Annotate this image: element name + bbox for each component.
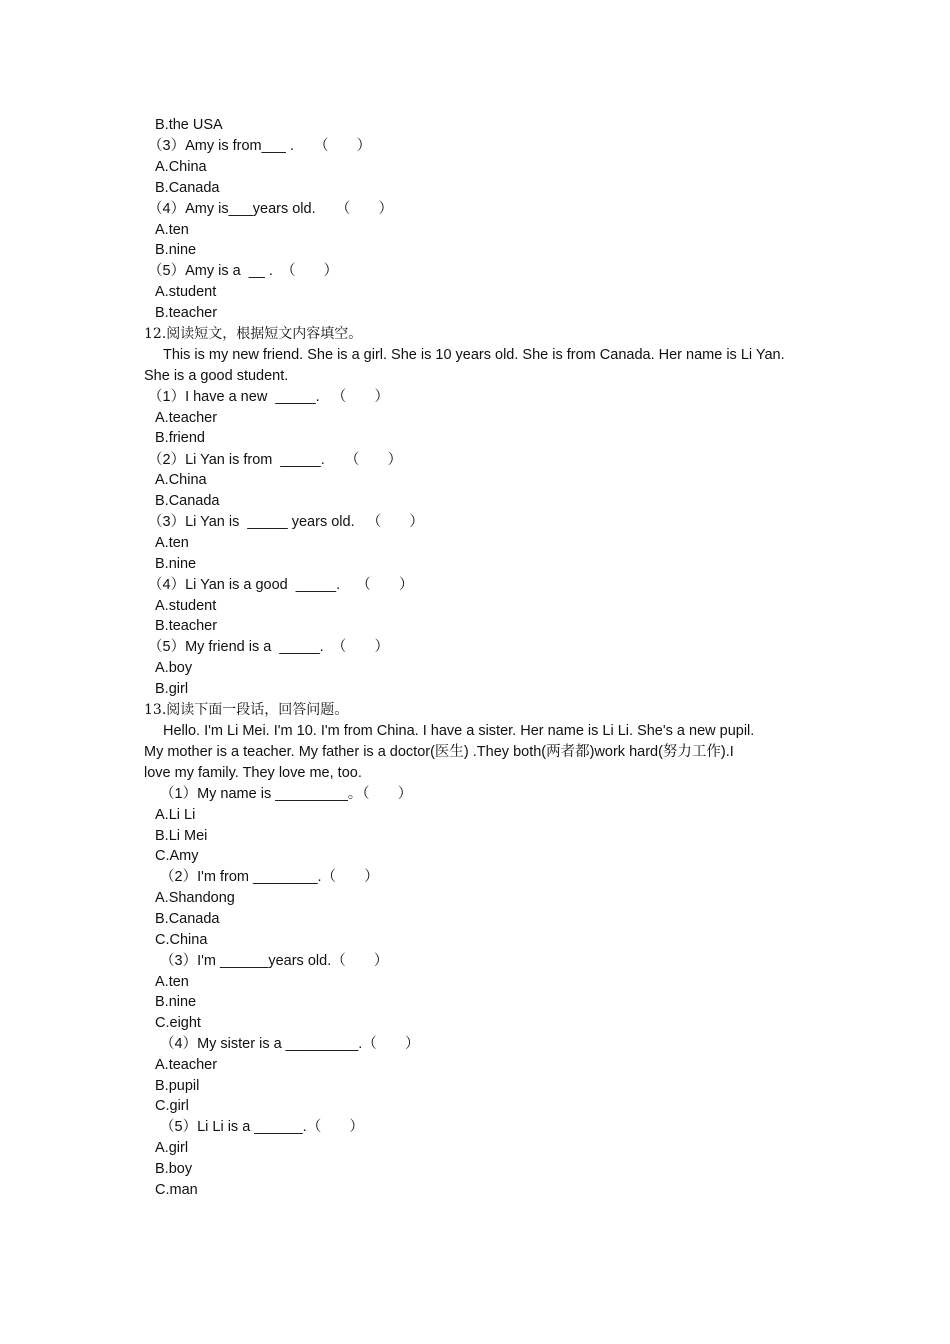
option-line: B.teacher — [155, 305, 218, 321]
option-line: A.boy — [155, 660, 193, 676]
option-line: B.boy — [155, 1161, 193, 1177]
option-line: A.ten — [155, 222, 189, 238]
option-line: B.the USA — [155, 117, 223, 133]
question-line: （1）My name is _________。（ ） — [160, 786, 413, 802]
option-line: C.girl — [155, 1098, 189, 1114]
option-line: C.eight — [155, 1015, 201, 1031]
option-line: A.China — [155, 472, 207, 488]
question-line: （3）I'm ______years old.（ ） — [160, 953, 389, 969]
option-line: C.China — [155, 932, 208, 948]
option-line: C.Amy — [155, 848, 199, 864]
option-line: B.Canada — [155, 493, 220, 509]
option-line: A.teacher — [155, 1057, 218, 1073]
option-line: B.Canada — [155, 911, 220, 927]
option-line: B.teacher — [155, 618, 218, 634]
option-line: B.pupil — [155, 1078, 200, 1094]
passage-line: My mother is a teacher. My father is a doctor(医生) .They both(两者都)work hard(努力工作).I — [144, 744, 734, 760]
option-line: B.Canada — [155, 180, 220, 196]
question-line: （3）Li Yan is _____ years old. （ ） — [148, 514, 424, 530]
option-line: A.ten — [155, 974, 189, 990]
passage-line: This is my new friend. She is a girl. She is 10 years old. She is from Canada. Her name is Li Yan. — [163, 347, 785, 363]
question-line: （2）Li Yan is from _____. （ ） — [148, 452, 403, 468]
section-heading: 13.阅读下面一段话，回答问题。 — [144, 702, 349, 718]
option-line: A.China — [155, 159, 207, 175]
option-line: A.student — [155, 598, 217, 614]
option-line: B.nine — [155, 994, 197, 1010]
option-line: B.nine — [155, 556, 197, 572]
option-line: A.student — [155, 284, 217, 300]
question-line: （3）Amy is from___ . （ ） — [148, 138, 372, 154]
question-line: （2）I'm from ________.（ ） — [160, 869, 379, 885]
question-line: （5）Li Li is a ______.（ ） — [160, 1119, 364, 1135]
question-line: （4）Amy is___years old. （ ） — [148, 201, 393, 217]
option-line: A.Shandong — [155, 890, 235, 906]
option-line: B.nine — [155, 242, 197, 258]
option-line: A.ten — [155, 535, 189, 551]
option-line: B.Li Mei — [155, 828, 208, 844]
passage-line: love my family. They love me, too. — [144, 765, 362, 781]
passage-line: She is a good student. — [144, 368, 289, 384]
option-line: C.man — [155, 1182, 198, 1198]
question-line: （5）Amy is a __ . （ ） — [148, 263, 339, 279]
option-line: A.Li Li — [155, 807, 196, 823]
question-line: （4）Li Yan is a good _____. （ ） — [148, 577, 414, 593]
option-line: B.friend — [155, 430, 205, 446]
passage-line: Hello. I'm Li Mei. I'm 10. I'm from China. I have a sister. Her name is Li Li. She's a new pupil. — [163, 723, 755, 739]
option-line: B.girl — [155, 681, 189, 697]
question-line: （1）I have a new _____. （ ） — [148, 389, 389, 405]
question-line: （5）My friend is a _____. （ ） — [148, 639, 389, 655]
section-heading: 12.阅读短文，根据短文内容填空。 — [144, 326, 363, 342]
option-line: A.teacher — [155, 410, 218, 426]
option-line: A.girl — [155, 1140, 189, 1156]
question-line: （4）My sister is a _________.（ ） — [160, 1036, 420, 1052]
